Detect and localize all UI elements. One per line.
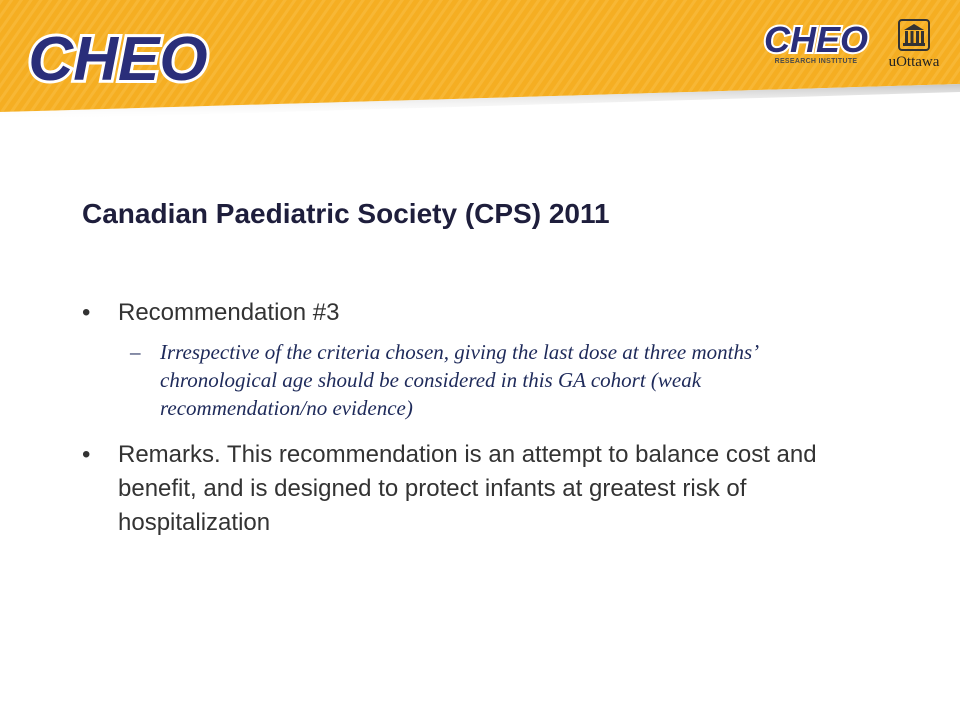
- bullet-remarks: [82, 438, 882, 540]
- research-institute-caption: RESEARCH INSTITUTE: [774, 58, 858, 65]
- bullet-text: Remarks. This recommendation is an attempt to balance cost and benefit, and is designed to protect infants at greatest risk of hospitalization: [118, 441, 817, 536]
- bullet-text: Recommendation #3: [118, 299, 340, 326]
- bullet-recommendation: [82, 296, 882, 330]
- cheo-logo: [18, 18, 218, 98]
- cheo-logo-text: CHEO: [28, 25, 208, 94]
- sub-bullet-marker: –: [130, 340, 141, 364]
- bullet-marker: •: [82, 299, 91, 326]
- university-building-icon: [896, 16, 932, 54]
- bullet-marker: •: [82, 441, 91, 468]
- uottawa-label: uOttawa: [888, 54, 940, 70]
- research-logo-text: CHEO: [763, 19, 869, 60]
- slide-title: Canadian Paediatric Society (CPS) 2011: [82, 198, 610, 229]
- slide-content: [82, 296, 882, 540]
- sub-bullet-recommendation-detail: [82, 338, 840, 422]
- sub-bullet-text: Irrespective of the criteria chosen, giving the last dose at three months’ chronological age should be considered in this GA cohort (weak recommendation/no evidence): [160, 340, 757, 420]
